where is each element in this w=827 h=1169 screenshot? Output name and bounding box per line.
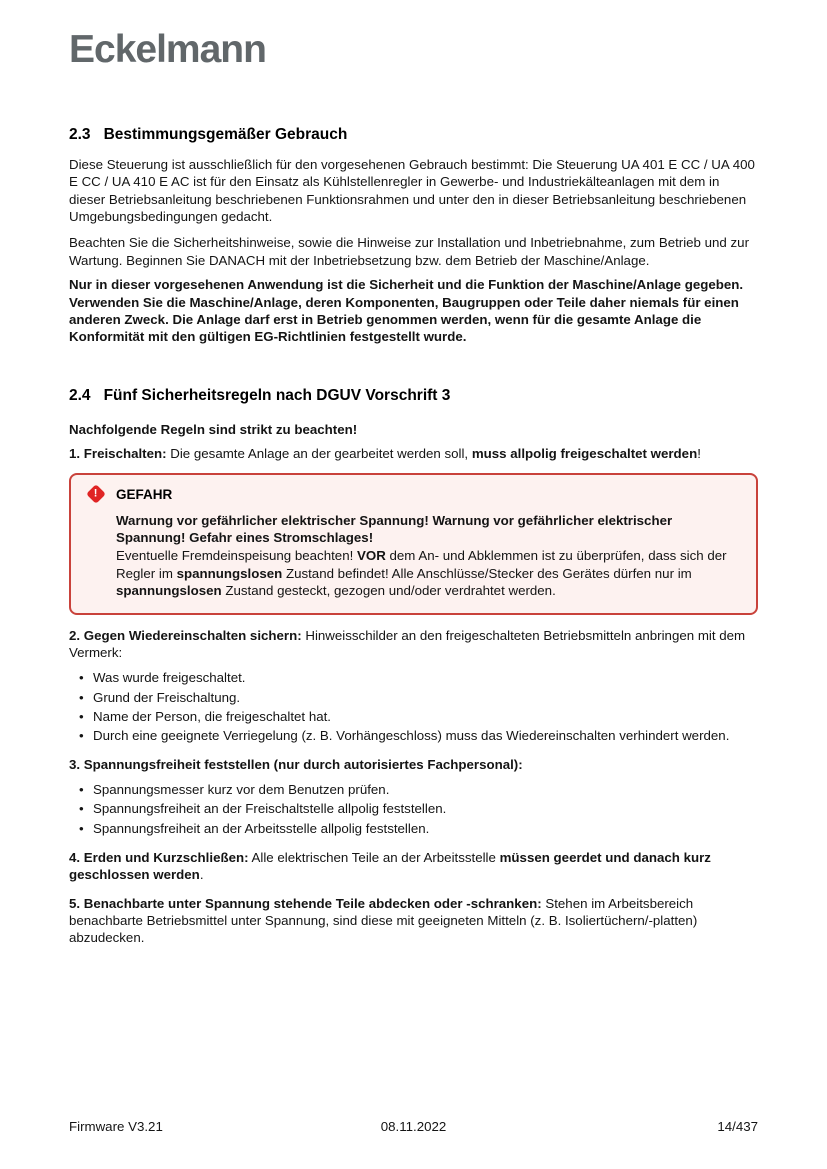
rule-3-spannungsfreiheit [69, 756, 758, 773]
list-item: • Name der Person, die freigeschaltet hat. [79, 707, 758, 726]
rule-label: 1. Freischalten: [69, 446, 167, 462]
rule-label: 5. Benachbarte unter Spannung stehende Teile abdecken oder -schranken: [69, 895, 542, 911]
list-item: • Spannungsfreiheit an der Freischaltstelle allpolig feststellen. [79, 799, 758, 818]
danger-title: GEFAHR [116, 486, 173, 502]
danger-warning-text: Warnung vor gefährlicher elektrischer Spannung! Warnung vor gefährlicher elektrischer Spannung! Gefahr eines Stromschlages! [116, 512, 673, 545]
paragraph-only-intended-application: Nur in dieser vorgesehenen Anwendung ist die Sicherheit und die Funktion der Maschine/Anlage gegeben. Verwenden Sie die Maschine/Anlage, deren Komponenten, Baugruppen oder Teile daher niemals für einen anderen Zweck. Die Anlage darf erst in Betrieb genommen werden, wenn für die gesamte Anlage die Konformität mit den gültigen EG-Richtlinien festgestellt wurde. [69, 277, 744, 345]
list-item: • Was wurde freigeschaltet. [79, 668, 758, 687]
text-segment: Hinweisschilder an den freigeschalteten Betriebsmitteln anbringen mit dem Vermerk: [69, 627, 746, 660]
section-number: 2.4 [69, 386, 91, 404]
section-title: Bestimmungsgemäßer Gebrauch [103, 126, 348, 143]
rule-5-abdecken [69, 895, 758, 947]
section-2-4-heading [69, 387, 758, 405]
list-item: • Grund der Freischaltung. [79, 688, 758, 707]
footer-page-number: 14/437 [717, 1119, 759, 1134]
list-item: • Durch eine geeignete Verriegelung (z. B. Vorhängeschloss) muss das Wiedereinschalten verhindert werden. [79, 726, 758, 745]
text-segment: . [199, 867, 204, 883]
footer-date: 08.11.2022 [380, 1119, 447, 1134]
footer-firmware-version: Firmware V3.21 [69, 1119, 163, 1134]
rule-label: 2. Gegen Wiedereinschalten sichern: [69, 627, 302, 643]
warning-diamond-icon [86, 484, 106, 504]
rule-2-bullet-list [69, 668, 758, 745]
rule-label: 4. Erden und Kurzschließen: [69, 849, 249, 865]
text-segment: Stehen im Arbeitsbereich benachbarte Betriebsmittel unter Spannung, sind diese mit geeigneten Mitteln (z. B. Isoliertüchern/-platten) abzudecken. [69, 895, 698, 946]
rule-3-bullet-list [69, 780, 758, 838]
text-segment: Alle elektrischen Teile an der Arbeitsstelle [248, 849, 500, 865]
text-segment: Zustand befindet! Alle Anschlüsse/Stecker des Gerätes dürfen nur im [282, 565, 692, 581]
text-segment: Eventuelle Fremdeinspeisung beachten! [116, 548, 357, 564]
paragraph-intended-use: Diese Steuerung ist ausschließlich für den vorgesehenen Gebrauch bestimmt: Die Steuerung UA 401 E CC / UA 400 E CC / UA 410 E AC ist für den Einsatz als Kühlstellenregler in Gewerbe- und Industriekälteanlagen mit dem in dieser Betriebsanleitung beschriebenen Funktionsrahmen und unter den in dieser Betriebsanleitung beschriebenen Umgebungsbedingungen gedacht. [69, 156, 755, 225]
text-segment-bold: müssen geerdet und danach kurz geschlossen werden [69, 849, 711, 883]
rules-intro: Nachfolgende Regeln sind strikt zu beachten! [69, 421, 358, 437]
list-item: • Spannungsmesser kurz vor dem Benutzen prüfen. [79, 780, 758, 799]
text-segment: Zustand gesteckt, gezogen und/oder verdrahtet werden. [221, 583, 556, 599]
page-footer [69, 1119, 758, 1134]
list-item: • Spannungsfreiheit an der Arbeitsstelle allpolig feststellen. [79, 819, 758, 838]
section-title: Fünf Sicherheitsregeln nach DGUV Vorschrift 3 [103, 386, 451, 404]
danger-box [69, 473, 758, 615]
rule-2-wiedereinschalten [69, 627, 758, 662]
section-number: 2.3 [69, 126, 91, 143]
eckelmann-logo: Eckelmann [69, 28, 266, 71]
rule-4-erden [69, 849, 758, 884]
rule-label: 3. Spannungsfreiheit feststellen (nur durch autorisiertes Fachpersonal): [69, 756, 523, 772]
text-segment: ! [697, 446, 701, 462]
text-segment-bold: spannungslosen [116, 583, 222, 599]
text-segment-bold: muss allpolig freigeschaltet werden [471, 446, 698, 462]
text-segment: dem An- und Abklemmen ist zu überprüfen, dass sich der Regler im [116, 548, 727, 581]
danger-header [87, 487, 740, 502]
text-segment-bold: VOR [356, 548, 386, 564]
rule-1-freischalten [69, 445, 758, 462]
exclamation-glyph: ! [94, 487, 98, 500]
page-content [69, 0, 758, 947]
paragraph-safety-notes: Beachten Sie die Sicherheitshinweise, sowie die Hinweise zur Installation und Inbetriebnahme, zum Betrieb und zur Wartung. Beginnen Sie DANACH mit der Inbetriebsetzung bzw. dem Betrieb der Maschine/Anlage. [69, 235, 749, 268]
text-segment: Die gesamte Anlage an der gearbeitet werden soll, [166, 446, 472, 462]
danger-body-text [116, 547, 740, 599]
danger-content [116, 512, 740, 600]
text-segment-bold: spannungslosen [176, 565, 283, 581]
section-2-3-heading [69, 126, 758, 144]
